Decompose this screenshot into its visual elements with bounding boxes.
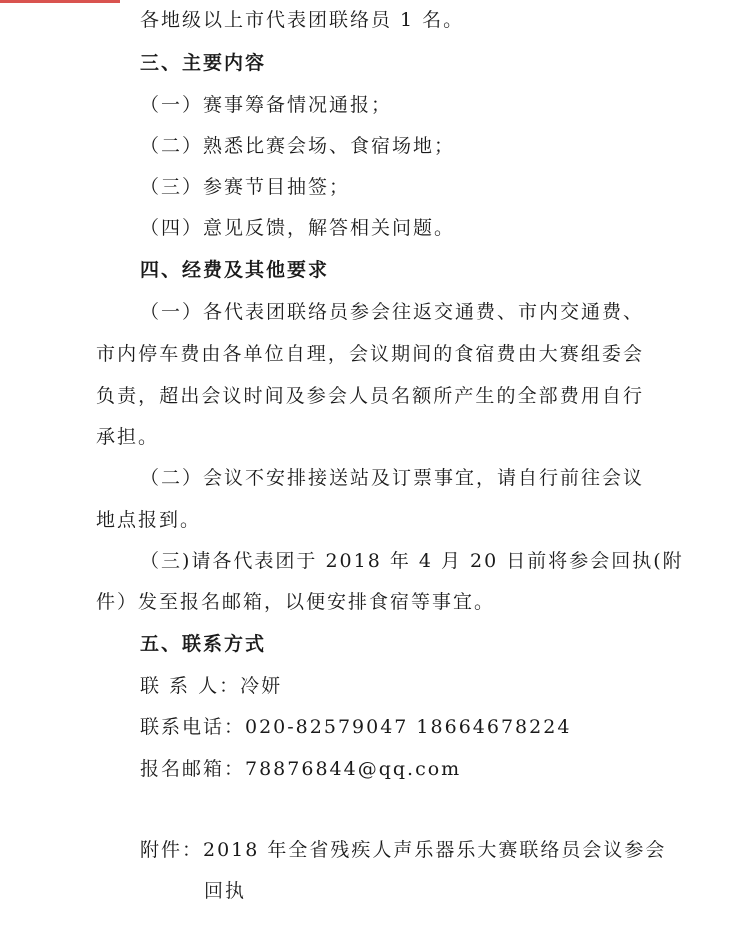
- contact-person: 联 系 人：冷妍: [140, 675, 283, 697]
- top-accent-bar: [0, 0, 120, 3]
- paragraph-line: 承担。: [96, 426, 160, 448]
- section-heading-expenses: 四、经费及其他要求: [140, 259, 330, 281]
- list-item: （三）参赛节目抽签；: [140, 176, 351, 198]
- list-item: （二）熟悉比赛会场、食宿场地；: [140, 135, 456, 157]
- paragraph-line: （三)请各代表团于 2018 年 4 月 20 日前将参会回执(附: [140, 550, 684, 572]
- contact-phone: 联系电话：020-82579047 18664678224: [140, 716, 572, 738]
- contact-email: 报名邮箱：78876844@qq.com: [140, 758, 462, 780]
- attachment-line: 附件：2018 年全省残疾人声乐器乐大赛联络员会议参会: [140, 839, 667, 861]
- intro-line: 各地级以上市代表团联络员 1 名。: [140, 9, 465, 31]
- section-heading-contact: 五、联系方式: [140, 633, 267, 655]
- paragraph-line: 市内停车费由各单位自理，会议期间的食宿费由大赛组委会: [96, 343, 644, 365]
- list-item: （四）意见反馈，解答相关问题。: [140, 217, 456, 239]
- paragraph-line: 地点报到。: [96, 509, 202, 531]
- paragraph-line: （二）会议不安排接送站及订票事宜，请自行前往会议: [140, 467, 645, 489]
- paragraph-line: 负责，超出会议时间及参会人员名额所产生的全部费用自行: [96, 385, 644, 407]
- paragraph-line: 件）发至报名邮箱，以便安排食宿等事宜。: [96, 591, 496, 613]
- attachment-line: 回执: [204, 880, 247, 902]
- paragraph-line: （一）各代表团联络员参会往返交通费、市内交通费、: [140, 301, 645, 323]
- section-heading-main-content: 三、主要内容: [140, 52, 267, 74]
- list-item: （一）赛事筹备情况通报；: [140, 94, 393, 116]
